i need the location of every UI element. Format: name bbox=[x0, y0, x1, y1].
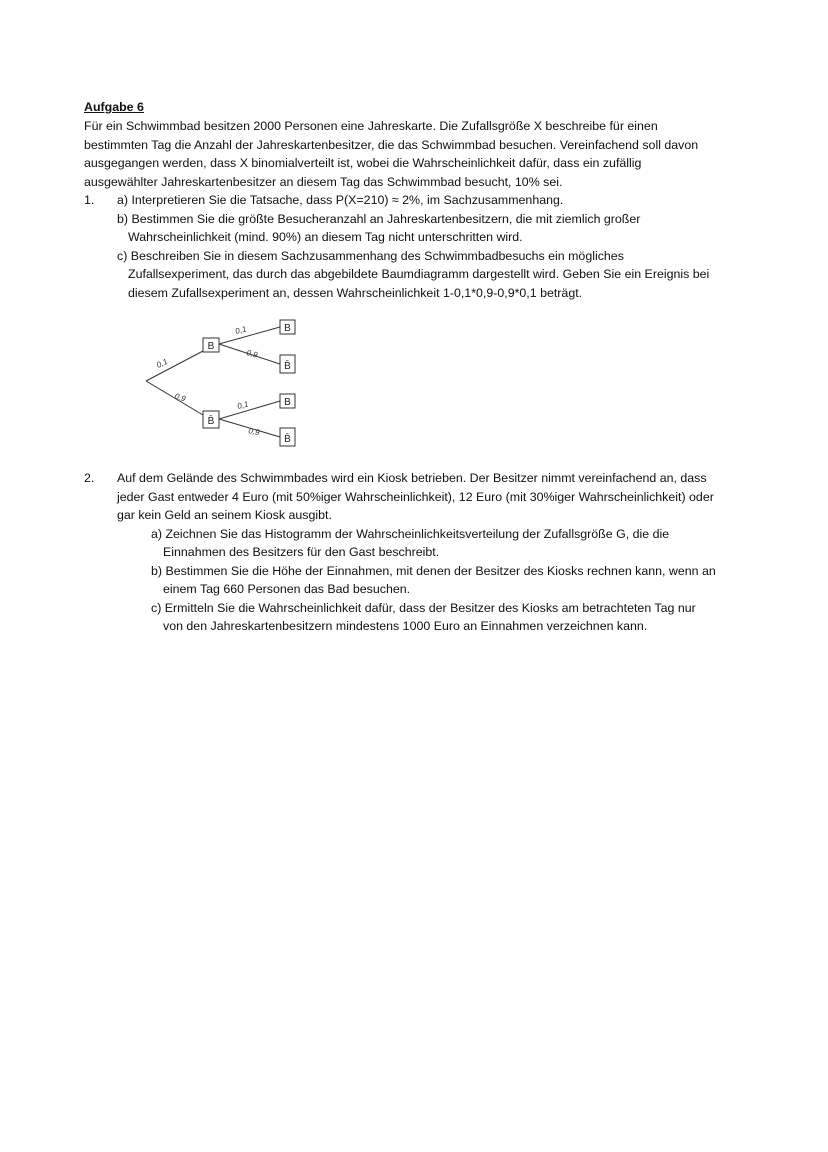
prob-root-to-b: 0,1 bbox=[155, 357, 169, 370]
part2-c-line-1: c) Ermitteln Sie die Wahrscheinlichkeit dafür, dass der Besitzer des Kiosks am betrachteten Tag nur bbox=[151, 600, 696, 615]
node-label-second-b-bar-1: B̄ bbox=[284, 361, 291, 372]
node-label-second-b-2: B bbox=[284, 397, 291, 408]
node-label-second-b-bar-2: B̄ bbox=[284, 434, 291, 445]
node-label-first-b: B bbox=[207, 341, 215, 352]
intro-line-1: Für ein Schwimmbad besitzen 2000 Personen eine Jahreskarte. Die Zufallsgröße X beschreibe für einen bbox=[84, 119, 658, 133]
part2-b-line-1: b) Bestimmen Sie die Höhe der Einnahmen, mit denen der Besitzer des Kiosks rechnen kann, wenn an bbox=[151, 563, 716, 578]
branch-b-to-b bbox=[219, 324, 280, 344]
prob-b-to-b-bar: 0,9 bbox=[245, 348, 259, 360]
part2-number: 2. bbox=[84, 471, 95, 485]
branch-root-to-b bbox=[146, 351, 203, 381]
part2-c-line-2: von den Jahreskartenbesitzern mindestens 1000 Euro an Einnahmen verzeichnen kann. bbox=[163, 619, 648, 633]
part1-c-line-3: diesem Zufallsexperiment an, dessen Wahrscheinlichkeit 1-0,1*0,9-0,9*0,1 beträgt. bbox=[128, 285, 583, 300]
part2-b-line-2: einem Tag 660 Personen das Bad besuchen. bbox=[163, 582, 411, 596]
intro-line-4: ausgewählter Jahreskartenbesitzer an diesem Tag das Schwimmbad besucht, 10% sei. bbox=[84, 174, 563, 189]
intro-line-2: bestimmten Tag die Anzahl der Jahreskartenbesitzer, die das Schwimmbad besuchen. Vereinfachend soll davon bbox=[84, 137, 699, 152]
part1-b-line-1: b) Bestimmen Sie die größte Besucheranzahl an Jahreskartenbesitzern, die mit ziemlich großer bbox=[117, 211, 641, 226]
tree-diagram bbox=[140, 315, 310, 450]
part1-a-line-1: a) Interpretieren Sie die Tatsache, dass P(X=210) ≈ 2%, im Sachzusammenhang. bbox=[117, 193, 564, 207]
part1-number: 1. bbox=[84, 193, 95, 207]
intro-line-3: ausgegangen werden, dass X binomialverteilt ist, wobei die Wahrscheinlichkeit dafür, dass ein zufällig bbox=[84, 156, 642, 170]
prob-root-to-b-bar: 0,9 bbox=[173, 391, 187, 404]
part1-c-line-2: Zufallsexperiment, das durch das abgebildete Baumdiagramm dargestellt wird. Geben Sie ein Ereignis bei bbox=[128, 267, 710, 281]
part2-intro-line-2: jeder Gast entweder 4 Euro (mit 50%iger Wahrscheinlichkeit), 12 Euro (mit 30%iger Wahrscheinlichkeit) oder bbox=[117, 489, 714, 504]
part2-intro-line-1: Auf dem Gelände des Schwimmbades wird ein Kiosk betrieben. Der Besitzer nimmt vereinfachend an, dass bbox=[117, 471, 707, 485]
prob-b-bar-to-b: 0,1 bbox=[236, 399, 250, 411]
part1-b-line-2: Wahrscheinlichkeit (mind. 90%) an diesem Tag nicht unterschritten wird. bbox=[128, 230, 523, 244]
part2-a-line-2: Einnahmen des Besitzers für den Gast beschreibt. bbox=[163, 545, 440, 559]
prob-b-bar-to-b-bar: 0,9 bbox=[247, 426, 261, 438]
node-label-second-b-1: B bbox=[284, 323, 291, 334]
node-label-first-b-bar: B̄ bbox=[207, 416, 215, 427]
branch-b-bar-to-b bbox=[219, 401, 280, 419]
part2-intro-line-3: gar kein Geld an seinem Kiosk ausgibt. bbox=[117, 508, 332, 522]
prob-b-to-b: 0,1 bbox=[234, 324, 248, 336]
task-title: Aufgabe 6 bbox=[84, 100, 144, 114]
part1-c-line-1: c) Beschreiben Sie in diesem Sachzusammenhang des Schwimmbadbesuchs ein mögliches bbox=[117, 248, 624, 263]
part2-a-line-1: a) Zeichnen Sie das Histogramm der Wahrscheinlichkeitsverteilung der Zufallsgröße G, die die bbox=[151, 526, 670, 541]
